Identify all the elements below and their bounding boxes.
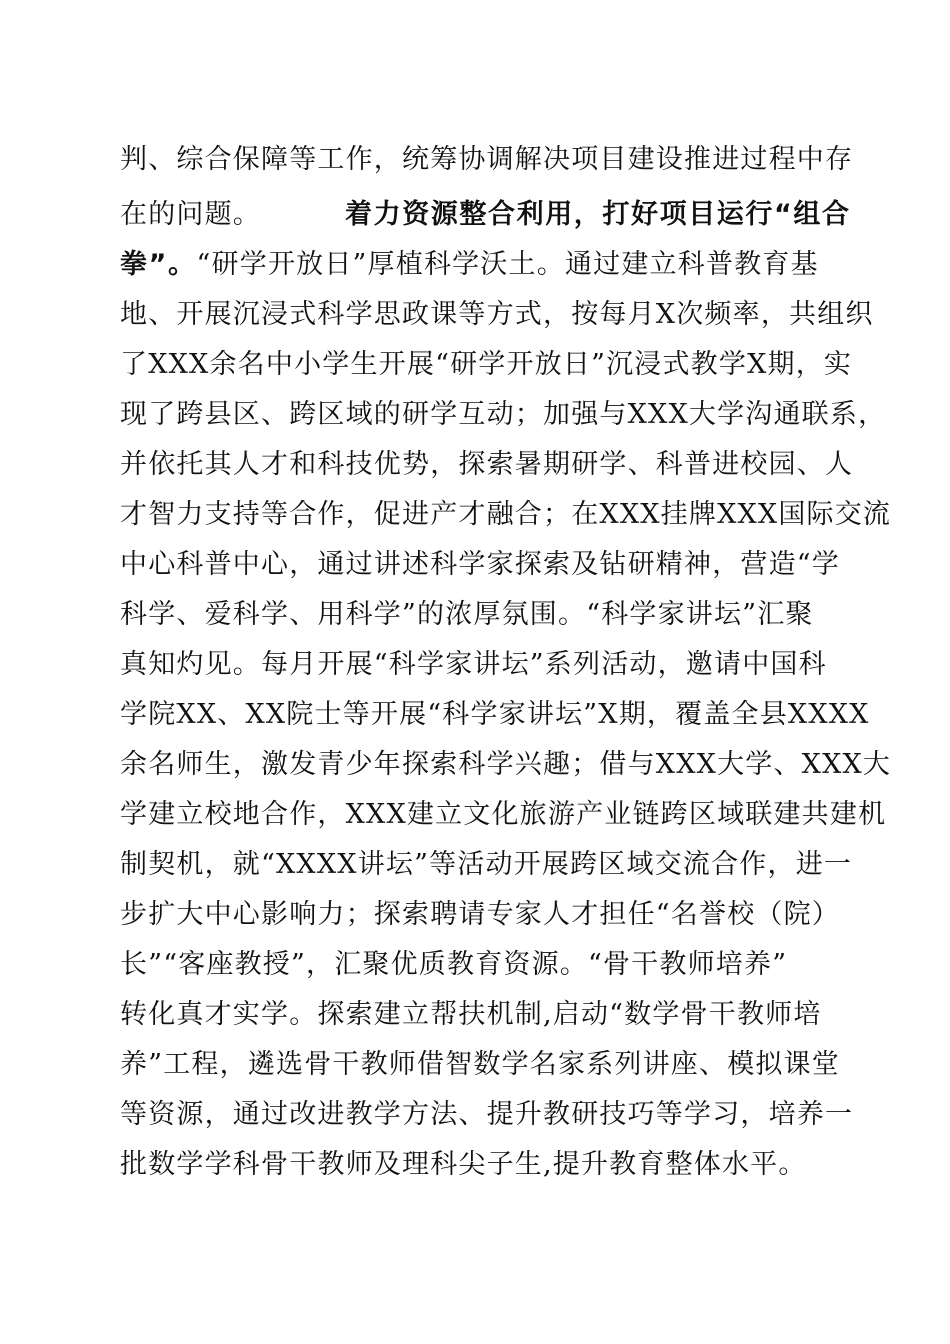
section-heading-part-1: 着力资源整合利用，打好项目运行“组合 xyxy=(345,199,851,230)
body-line-3 xyxy=(120,245,840,285)
body-line-10: 科学、爱科学、用科学”的浓厚氛围。“科学家讲坛”汇聚 xyxy=(120,599,814,630)
body-line-20: 等资源，通过改进教学方法、提升教研技巧等学习，培养一 xyxy=(120,1099,854,1130)
body-line-13: 余名师生，激发青少年探索科学兴趣；借与XXX大学、XXX大 xyxy=(120,749,892,780)
body-line-15: 制契机，就“XXXX讲坛”等活动开展跨区域交流合作，进一 xyxy=(120,849,853,880)
body-line-8: 才智力支持等合作，促进产才融合；在XXX挂牌XXX国际交流 xyxy=(120,499,892,530)
body-line-17: 长”“客座教授”，汇聚优质教育资源。“骨干教师培养” xyxy=(120,949,788,980)
body-line-6: 现了跨县区、跨区域的研学互动；加强与XXX大学沟通联系， xyxy=(120,399,887,430)
body-line-11: 真知灼见。每月开展“科学家讲坛”系列活动，邀请中国科 xyxy=(120,649,827,680)
body-line-7: 并依托其人才和科技优势，探索暑期研学、科普进校园、人 xyxy=(120,449,854,480)
body-line-5: 了XXX余名中小学生开展“研学开放日”沉浸式教学X期，实 xyxy=(120,349,853,380)
body-line-19: 养”工程，遴选骨干教师借智数学名家系列讲座、模拟课堂 xyxy=(120,1049,841,1080)
body-line-2-text: 在的问题。 xyxy=(120,199,261,230)
body-line-21: 批数学学科骨干教师及理科尖子生,提升教育整体水平。 xyxy=(120,1149,807,1180)
body-line-9: 中心科普中心，通过讲述科学家探索及钻研精神，营造“学 xyxy=(120,549,841,580)
body-line-3-text: “研学开放日”厚植科学沃土。通过建立科普教育基 xyxy=(196,249,819,280)
section-heading-part-2: 拳”。 xyxy=(120,249,197,280)
body-line-14: 学建立校地合作，XXX建立文化旅游产业链跨区域联建共建机 xyxy=(120,799,887,830)
body-line-2 xyxy=(120,195,851,235)
body-line-1: 判、综合保障等工作，统筹协调解决项目建设推进过程中存 xyxy=(120,144,854,175)
body-line-18: 转化真才实学。探索建立帮扶机制,启动“数学骨干教师培 xyxy=(120,999,822,1030)
body-line-4: 地、开展沉浸式科学思政课等方式，按每月X次频率，共组织 xyxy=(120,299,874,330)
body-line-16: 步扩大中心影响力；探索聘请专家人才担任“名誉校（院） xyxy=(120,899,841,930)
body-line-12: 学院XX、XX院士等开展“科学家讲坛”X期，覆盖全县XXXX xyxy=(120,699,870,730)
